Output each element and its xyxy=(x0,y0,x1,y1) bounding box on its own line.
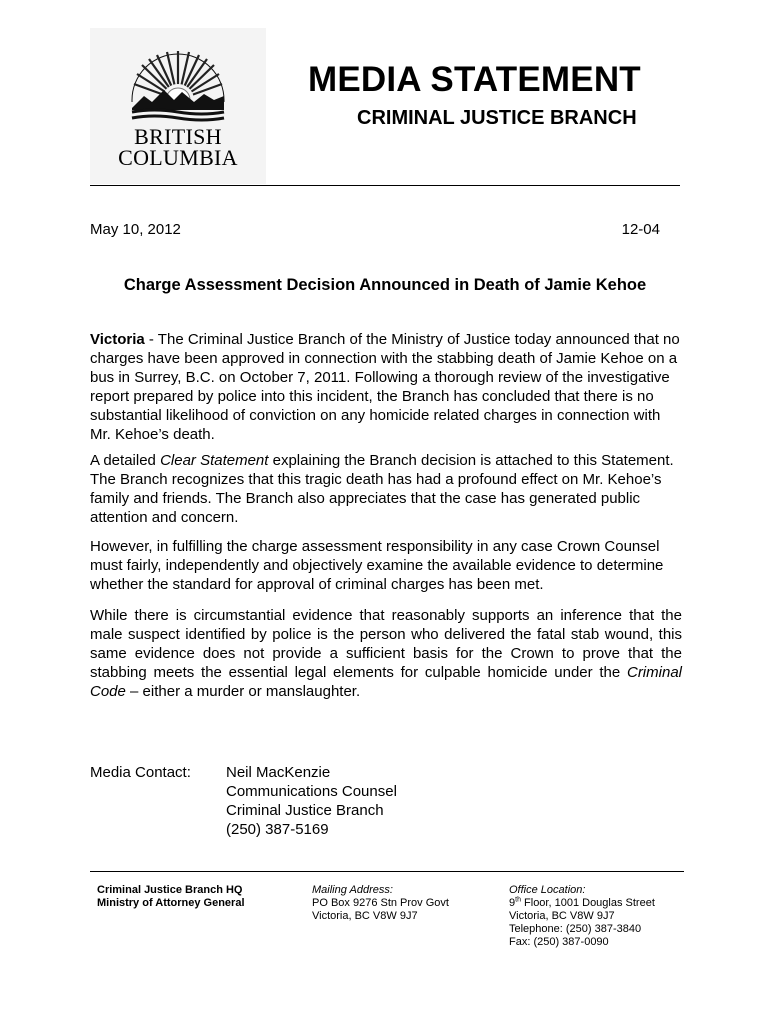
paragraph-3: However, in fulfilling the charge assessment responsibility in any case Crown Counsel must fairly, independently and objectively examine the available evidence to determine whether the standard for approval of criminal charges has been met. xyxy=(90,538,664,593)
contact-role: Communications Counsel xyxy=(226,783,397,800)
paragraph-1 xyxy=(90,330,682,444)
office-fax: Fax: (250) 387-0090 xyxy=(509,936,609,948)
release-number: 12-04 xyxy=(621,221,660,238)
headline: Charge Assessment Decision Announced in Death of Jamie Kehoe xyxy=(123,276,647,294)
header-divider xyxy=(90,185,680,186)
contact-phone: (250) 387-5169 xyxy=(226,821,329,838)
office-line-1 xyxy=(509,897,655,910)
footer-mailing-address xyxy=(312,884,449,923)
clear-statement-emphasis: Clear Statement xyxy=(160,452,269,469)
paragraph-4-text-b: – either a murder or manslaughter. xyxy=(125,683,361,700)
media-contact-details xyxy=(226,763,397,839)
paragraph-4-text-a: While there is circumstantial evidence that reasonably supports an inference that the male suspect identified by police is the person who delivered the fatal stab wound, this same evidence does not provide a sufficient basis for the Crown to prove that the stabbing meets the essential legal elements for culpable homicide under the xyxy=(90,607,682,681)
contact-org: Criminal Justice Branch xyxy=(226,802,384,819)
page-title: MEDIA STATEMENT xyxy=(308,60,641,99)
office-floor-number: 9 xyxy=(509,897,516,909)
footer-hq-line-1: Criminal Justice Branch HQ xyxy=(97,884,243,896)
paragraph-2-text-a: A detailed xyxy=(90,452,161,469)
office-line-2: Victoria, BC V8W 9J7 xyxy=(509,910,615,922)
office-telephone: Telephone: (250) 387-3840 xyxy=(509,923,642,935)
logo-text-columbia: COLUMBIA xyxy=(118,145,238,170)
footer-divider xyxy=(90,871,684,872)
mailing-address-heading: Mailing Address: xyxy=(312,884,393,896)
media-contact-label: Media Contact: xyxy=(90,764,191,781)
criminal-code-emphasis: Criminal Code xyxy=(90,664,682,700)
page-subtitle: CRIMINAL JUSTICE BRANCH xyxy=(357,107,637,129)
contact-name: Neil MacKenzie xyxy=(226,764,331,781)
bc-logo xyxy=(90,28,266,184)
logo-text-british: BRITISH xyxy=(134,124,222,149)
office-floor-suffix: th xyxy=(515,896,521,904)
mailing-address-line-2: Victoria, BC V8W 9J7 xyxy=(312,910,418,922)
footer-hq-line-2: Ministry of Attorney General xyxy=(97,897,245,909)
office-location-heading: Office Location: xyxy=(509,884,586,896)
paragraph-2 xyxy=(90,451,682,527)
paragraph-4 xyxy=(90,606,682,701)
office-street: Floor, 1001 Douglas Street xyxy=(520,897,655,909)
footer-office-location xyxy=(509,884,655,949)
footer-hq xyxy=(97,884,245,910)
release-date: May 10, 2012 xyxy=(90,221,181,238)
mailing-address-line-1: PO Box 9276 Stn Prov Govt xyxy=(312,897,449,909)
paragraph-1-text: - The Criminal Justice Branch of the Ministry of Justice today announced that no charges have been approved in connection with the stabbing death of Jamie Kehoe on a bus in Surrey, B.C. on October 7, 2011. Following a thorough review of the investigative report prepared by police into this incident, the Branch has concluded that there is no substantial likelihood of conviction on any homicide related charges in connection with Mr. Kehoe’s death. xyxy=(90,331,680,443)
paragraph-2-text-b: explaining the Branch decision is attached to this Statement. The Branch recognizes that this tragic death has had a profound effect on Mr. Kehoe’s family and friends. The Branch also appreciates that the case has generated public attention and concern. xyxy=(90,452,674,526)
sunrise-mountains-icon xyxy=(130,50,226,122)
dateline: Victoria xyxy=(90,331,145,348)
